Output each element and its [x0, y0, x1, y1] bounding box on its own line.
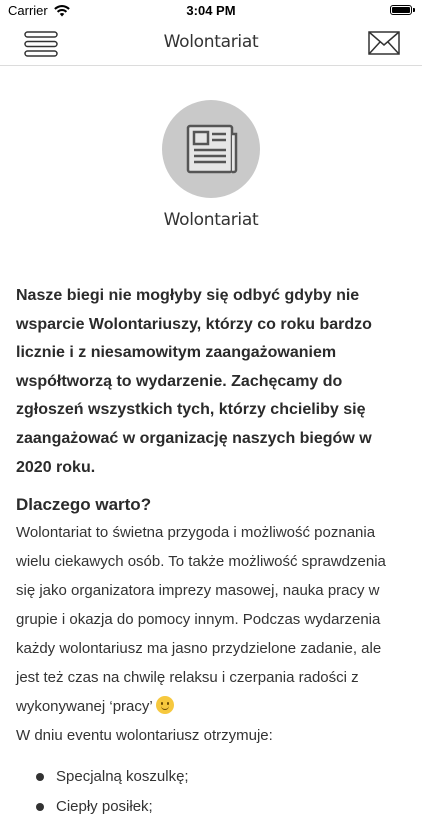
hero-label: Wolontariat — [163, 210, 259, 230]
status-bar — [0, 0, 422, 22]
receives-intro: W dniu eventu wolontariusz otrzymuje: — [16, 727, 273, 745]
hero-icon-circle — [162, 100, 260, 198]
benefits-list — [16, 762, 408, 822]
mail-button[interactable] — [368, 30, 400, 56]
page-title: Wolontariat — [163, 32, 259, 52]
why-paragraph — [16, 518, 408, 721]
section-heading: Dlaczego warto? — [16, 495, 152, 515]
newspaper-icon — [180, 118, 242, 180]
article-content — [16, 282, 408, 822]
nav-bar — [0, 22, 422, 66]
smiley-icon — [156, 696, 174, 714]
intro-paragraph: Nasze biegi nie mogłyby się odbyć gdyby nie wsparcie Wolontariuszy, którzy co roku bardzo licznie i z niesamowitym zaangażowaniem współtworzą to wydarzenie. Zachęcamy do zgłoszeń wszystkich tych, którzy chcieliby się zaangażować w organizację naszych biegów w 2020 roku. — [16, 287, 372, 476]
list-item: Specjalną koszulkę; — [16, 762, 408, 792]
status-time: 3:04 PM — [186, 3, 236, 18]
envelope-icon — [368, 30, 400, 56]
hero-section — [0, 100, 422, 230]
why-text: Wolontariat to świetna przygoda i możliwość poznania wielu ciekawych osób. To także możliwość sprawdzenia się jako organizatora imprezy masowej, nauka pracy w grupie i okazja do pomocy innym. Podczas wydarzenia każdy wolontariusz ma jasno przydzielone zadanie, ale jest też czas na chwilę relaksu i czerpania radości z wykonywanej ‘pracy’ — [16, 524, 386, 716]
carrier-label: Carrier — [8, 3, 48, 18]
list-item: Ciepły posiłek; — [16, 792, 408, 822]
battery-icon — [390, 5, 412, 15]
